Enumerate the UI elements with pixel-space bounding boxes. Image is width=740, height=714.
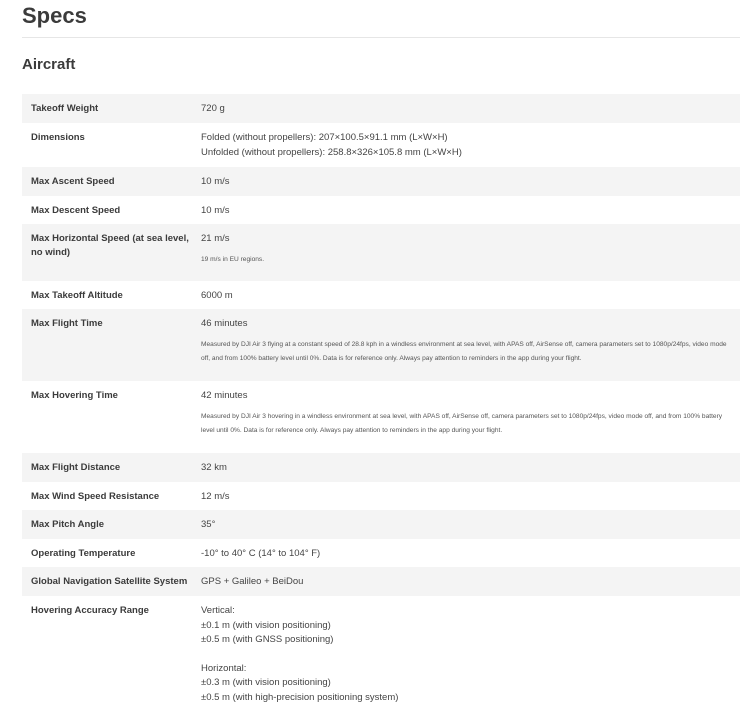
spec-label: Max Pitch Angle bbox=[31, 519, 105, 530]
spec-value-spacer bbox=[201, 648, 732, 662]
spec-value bbox=[201, 131, 740, 160]
spec-label: Max Hovering Time bbox=[31, 390, 118, 401]
spec-value-line: Horizontal: bbox=[201, 662, 247, 674]
spec-label: Takeoff Weight bbox=[31, 103, 99, 114]
spec-value-line: ±0.5 m (with high-precision positioning system) bbox=[201, 691, 399, 703]
spec-value-line: Unfolded (without propellers): 258.8×326×105.8 mm (L×W×H) bbox=[201, 146, 462, 158]
spec-value-line: 46 minutes bbox=[201, 318, 248, 329]
spec-row-operating-temperature bbox=[22, 539, 740, 567]
spec-value-line: 12 m/s bbox=[201, 491, 230, 502]
page-title: Specs bbox=[22, 3, 87, 28]
spec-row-takeoff-weight bbox=[22, 94, 740, 123]
spec-value-line: 10 m/s bbox=[201, 205, 230, 216]
spec-value bbox=[201, 490, 740, 505]
spec-label: Max Takeoff Altitude bbox=[31, 290, 123, 301]
spec-value bbox=[201, 175, 740, 190]
spec-row-dimensions bbox=[22, 123, 740, 167]
spec-value-line: ±0.3 m (with vision positioning) bbox=[201, 677, 331, 688]
spec-value-line: 32 km bbox=[201, 462, 227, 473]
spec-value-line: 720 g bbox=[201, 103, 225, 114]
spec-label: Operating Temperature bbox=[31, 548, 136, 559]
spec-value-line: GPS + Galileo + BeiDou bbox=[201, 576, 304, 587]
spec-value bbox=[201, 232, 740, 267]
spec-value-line: Vertical: bbox=[201, 605, 235, 616]
spec-note: Measured by DJI Air 3 hovering in a windless environment at sea level, with APAS off, AirSense off, camera parameters set to 1080p/24fps, video mode off, and from 100% battery level until 0%. Data is for reference only. Always pay attention to reminders in the app during your flight. bbox=[201, 412, 723, 434]
spec-value bbox=[201, 518, 740, 533]
spec-label: Global Navigation Satellite System bbox=[31, 576, 188, 587]
spec-row-max-pitch-angle bbox=[22, 510, 740, 539]
spec-label: Max Flight Time bbox=[31, 318, 103, 329]
spec-label: Max Horizontal Speed (at sea level, no wind) bbox=[31, 233, 189, 258]
title-divider bbox=[22, 37, 740, 38]
spec-value-line: 6000 m bbox=[201, 290, 233, 301]
spec-value-line: 21 m/s bbox=[201, 233, 230, 244]
spec-row-max-descent-speed bbox=[22, 196, 740, 224]
spec-value-line: 10 m/s bbox=[201, 176, 230, 187]
spec-value bbox=[201, 575, 740, 590]
spec-row-max-horizontal-speed bbox=[22, 224, 740, 281]
spec-value bbox=[201, 547, 740, 562]
spec-value bbox=[201, 461, 740, 476]
spec-label: Max Descent Speed bbox=[31, 205, 121, 216]
spec-note: Measured by DJI Air 3 flying at a constant speed of 28.8 kph in a windless environment at sea level, with APAS off, AirSense off, camera parameters set to 1080p/24fps, video mode off, and from 100% battery level until 0%. Data is for reference only. Always pay attention to reminders in the app during your flight. bbox=[201, 340, 727, 362]
spec-row-max-ascent-speed bbox=[22, 167, 740, 196]
spec-row-max-wind-speed-resistance bbox=[22, 482, 740, 510]
spec-note: 19 m/s in EU regions. bbox=[201, 255, 265, 263]
spec-row-max-flight-time bbox=[22, 309, 740, 381]
spec-label: Dimensions bbox=[31, 132, 85, 143]
spec-label: Max Wind Speed Resistance bbox=[31, 491, 160, 502]
spec-label: Max Ascent Speed bbox=[31, 176, 115, 187]
spec-value-line: 42 minutes bbox=[201, 390, 248, 401]
spec-value bbox=[201, 389, 740, 438]
spec-value-line: ±0.5 m (with GNSS positioning) bbox=[201, 634, 334, 645]
spec-row-gnss bbox=[22, 567, 740, 596]
spec-value-line: ±0.1 m (with vision positioning) bbox=[201, 619, 331, 631]
spec-value-line: Folded (without propellers): 207×100.5×91.1 mm (L×W×H) bbox=[201, 132, 448, 143]
spec-label: Hovering Accuracy Range bbox=[31, 605, 149, 616]
spec-value-line: 35° bbox=[201, 519, 216, 530]
spec-value bbox=[201, 317, 740, 366]
spec-row-max-hovering-time bbox=[22, 381, 740, 453]
spec-value bbox=[201, 204, 740, 219]
spec-row-max-takeoff-altitude bbox=[22, 281, 740, 309]
spec-label: Max Flight Distance bbox=[31, 462, 121, 473]
spec-row-hovering-accuracy-range bbox=[22, 596, 740, 714]
spec-table bbox=[22, 94, 740, 714]
spec-row-max-flight-distance bbox=[22, 453, 740, 482]
section-title-aircraft: Aircraft bbox=[22, 56, 76, 73]
spec-value bbox=[201, 604, 740, 705]
spec-value bbox=[201, 289, 740, 304]
spec-value bbox=[201, 102, 740, 117]
spec-value-line: -10° to 40° C (14° to 104° F) bbox=[201, 548, 321, 559]
